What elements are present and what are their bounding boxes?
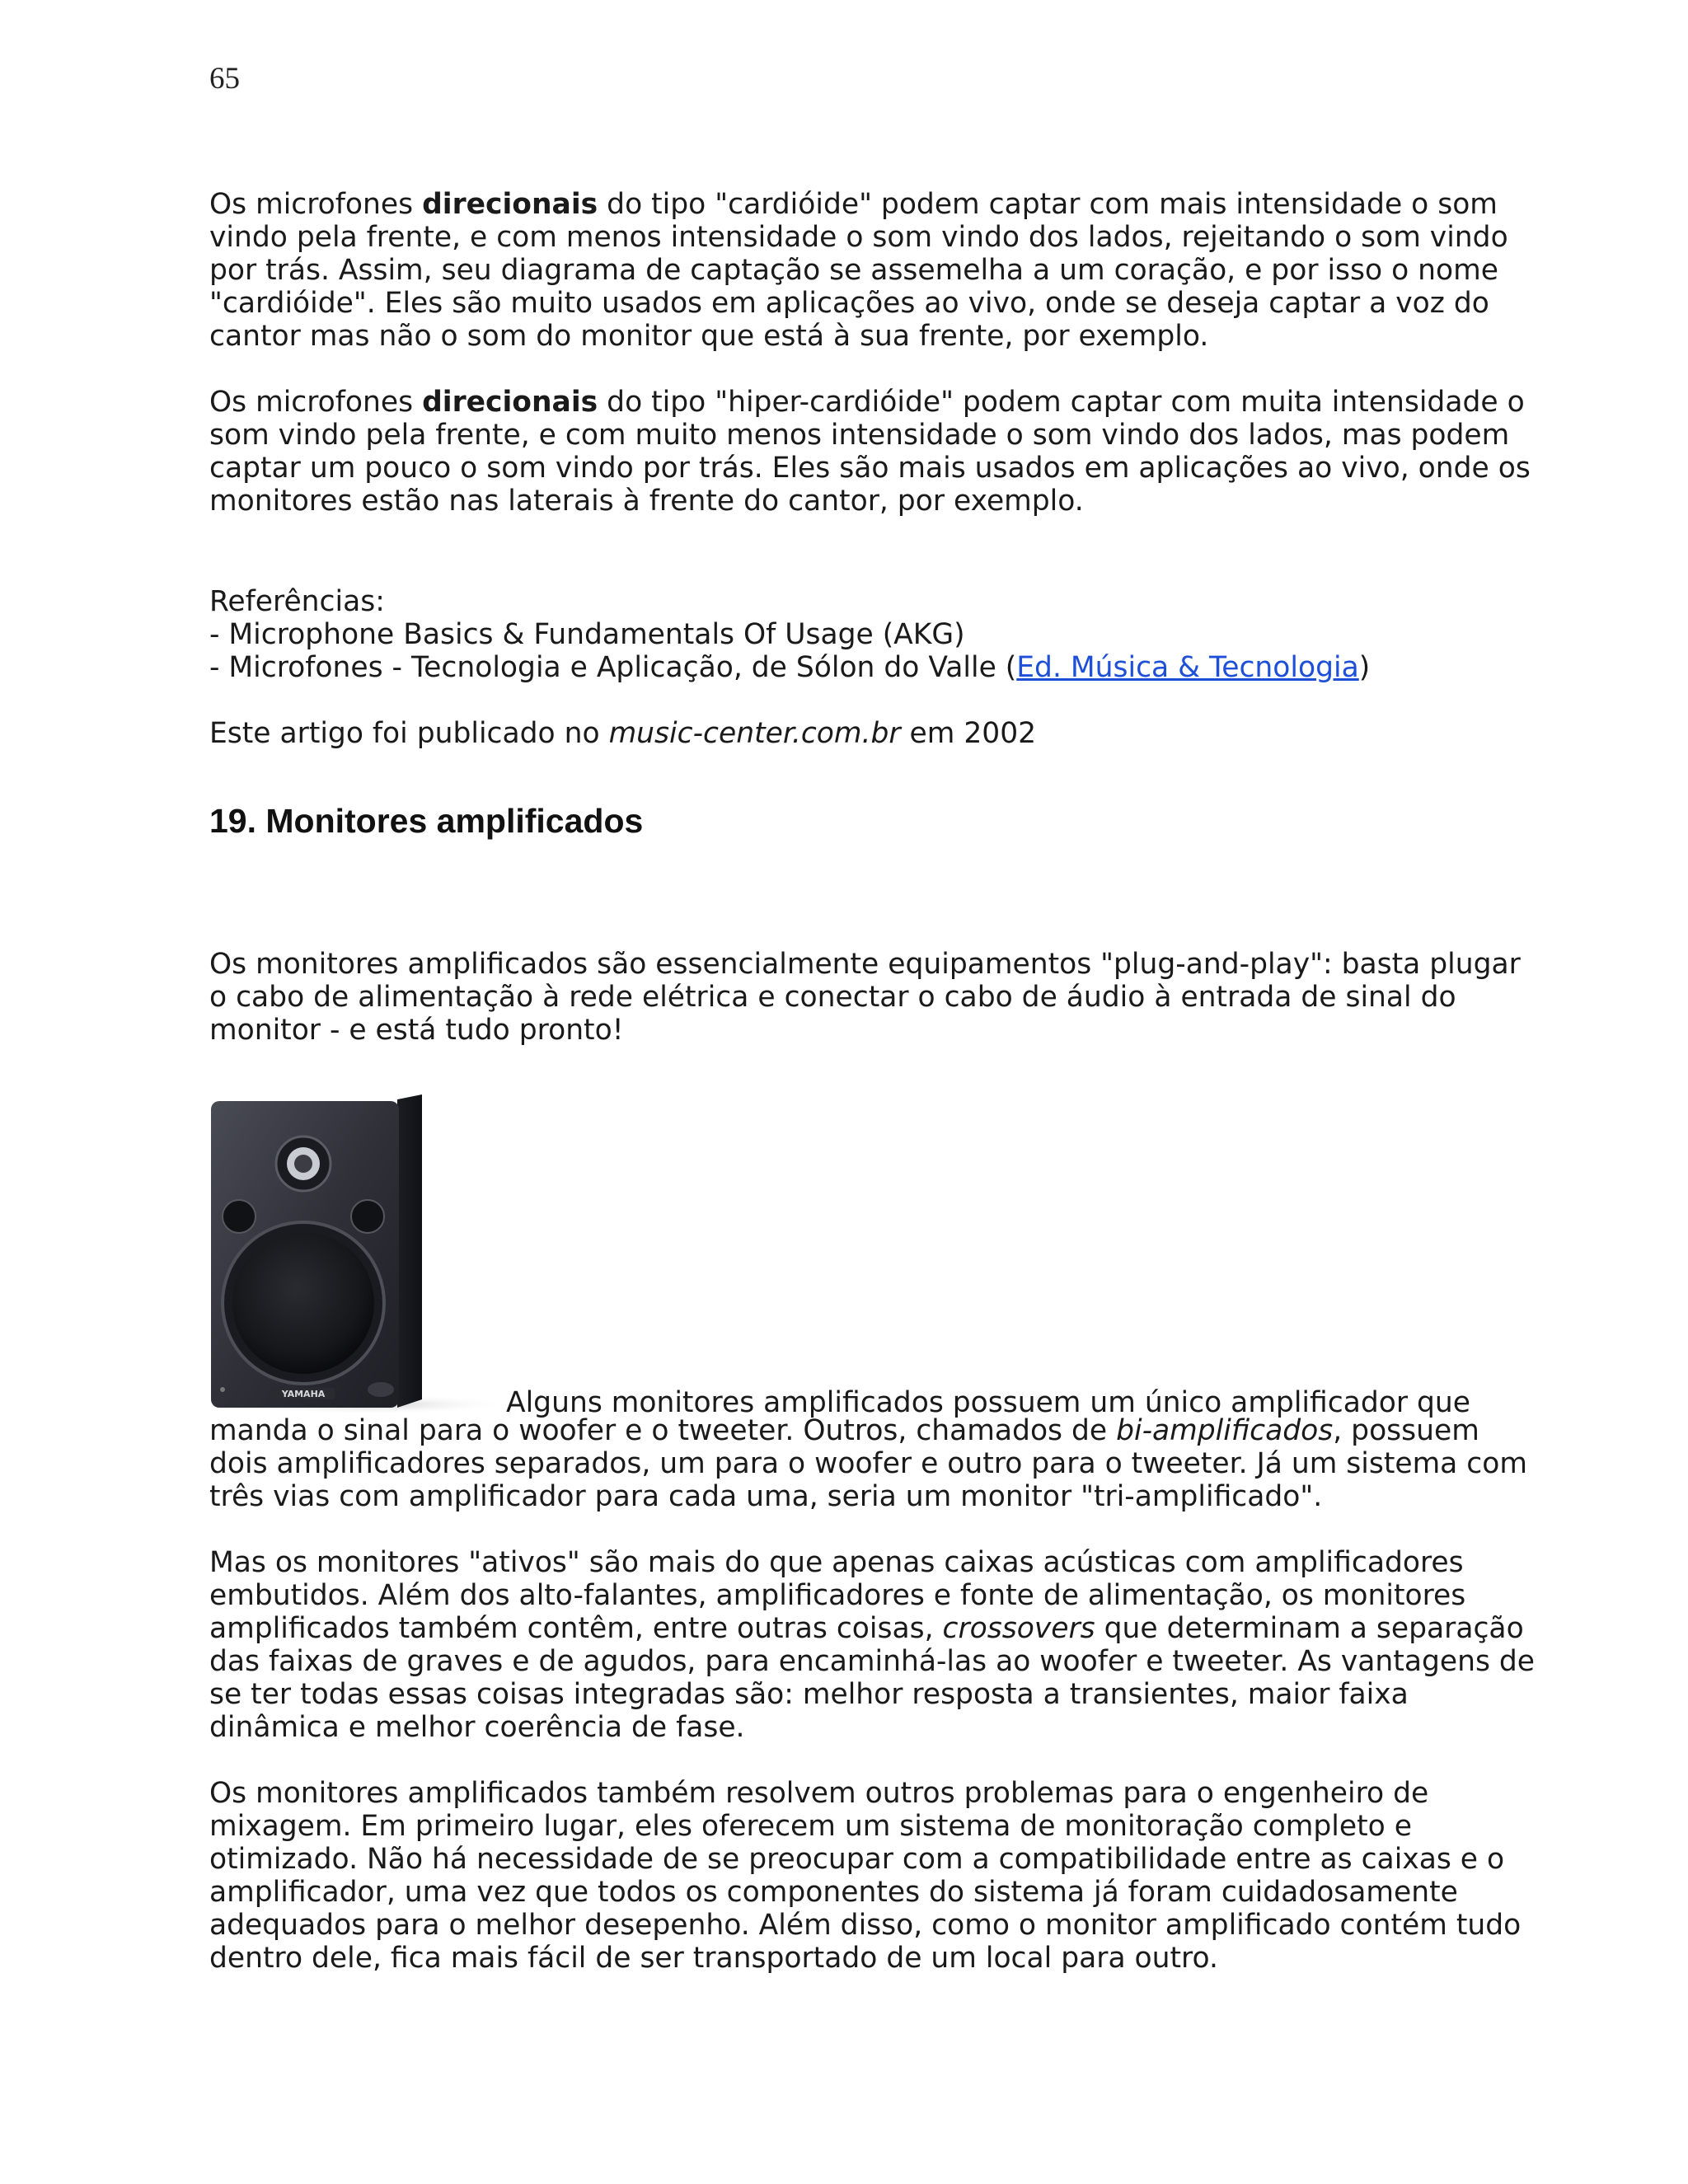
- text: Este artigo foi publicado no: [209, 717, 609, 750]
- text: Mas os monitores "ativos" são mais do que apenas caixas acústicas com amplificadores embutidos. Além dos alto-falantes, amplificadores e fonte de alimentação, os monitores amplificados também contêm, entre outras coisas,: [209, 1546, 1466, 1645]
- references: [209, 585, 1545, 684]
- references-title: Referências:: [209, 585, 385, 618]
- text: do tipo "cardióide" podem captar com mais intensidade o som vindo pela frente, e com menos intensidade o som vindo dos lados, rejeitando o som vindo por trás. Assim, seu diagrama de captação se assemelha a um coração, e por isso o nome "cardióide". Eles são muito usados em aplicações ao vivo, onde se deseja captar a voz do cantor mas não o som do monitor que está à sua frente, por exemplo.: [209, 188, 1508, 353]
- italic-term: bi-amplificados: [1116, 1414, 1334, 1447]
- published-note: [209, 717, 1545, 750]
- text: - Microfones - Tecnologia e Aplicação, de Sólon do Valle (: [209, 651, 1017, 684]
- text: Os microfones: [209, 188, 423, 221]
- page-content: [209, 188, 1545, 1975]
- paragraph-plug-and-play: Os monitores amplificados são essencialmente equipamentos "plug-and-play": basta plugar o cabo de alimentação à rede elétrica e conectar o cabo de áudio à entrada de sinal do monitor - e está tudo pronto!: [209, 948, 1521, 1047]
- reference-link[interactable]: Ed. Música & Tecnologia: [1016, 651, 1359, 684]
- paragraph-intro-line: Alguns monitores amplificados possuem um único amplificador que: [506, 1386, 1470, 1419]
- text: manda o sinal para o woofer e o tweeter. Outros, chamados de: [209, 1414, 1117, 1447]
- paragraph-active-monitors: [209, 1546, 1545, 1744]
- paragraph-mixing-engineer: Os monitores amplificados também resolvem outros problemas para o engenheiro de mixagem. Em primeiro lugar, eles oferecem um sistema de monitoração completo e otimizado. Não há necessidade de se preocupar com a compatibilidade entre as caixas e o amplificador, uma vez que todos os componentes do sistema já foram cuidadosamente adequados para o melhor desepenho. Além disso, como o monitor amplificado contém tudo dentro dele, fica mais fácil de ser transportado de um local para outro.: [209, 1777, 1522, 1975]
- speaker-brand-label: YAMAHA: [281, 1389, 326, 1399]
- text: Os microfones: [209, 386, 423, 419]
- text: do tipo "hiper-cardióide" podem captar com muita intensidade o som vindo pela frente, e com muito menos intensidade o som vindo dos lados, mas podem captar um pouco o som vindo por trás. Eles são mais usados em aplicações ao vivo, onde os monitores estão nas laterais à frente do cantor, por exemplo.: [209, 386, 1531, 518]
- text: em 2002: [900, 717, 1037, 750]
- section-heading: 19. Monitores amplificados: [209, 802, 644, 840]
- paragraph-hypercardioid: [209, 386, 1545, 518]
- figure-row: [209, 1093, 1545, 1419]
- paragraph-amplifiers: [209, 1414, 1545, 1513]
- text: , possuem dois amplificadores separados, um para o woofer e outro para o tweeter. Já um sistema com três vias com amplificador para cada uma, seria um monitor "tri-amplificado".: [209, 1414, 1527, 1513]
- speaker-image: [206, 1093, 511, 1414]
- bold-term: direcionais: [422, 188, 598, 221]
- italic-term: crossovers: [942, 1612, 1095, 1645]
- reference-item: [209, 651, 1545, 684]
- reference-item: - Microphone Basics & Fundamentals Of Usage (AKG): [209, 618, 965, 651]
- studio-monitor-image: [206, 1093, 511, 1414]
- bold-term: direcionais: [422, 386, 598, 419]
- page-number: 65: [209, 62, 240, 96]
- site-name: music-center.com.br: [608, 717, 901, 750]
- paragraph-cardioid: [209, 188, 1545, 353]
- text: que determinam a separação das faixas de graves e de agudos, para encaminhá-las ao woofer e tweeter. As vantagens de se ter todas essas coisas integradas são: melhor resposta a transientes, maior faixa dinâmica e melhor coerência de fase.: [209, 1612, 1536, 1744]
- text: ): [1358, 651, 1371, 684]
